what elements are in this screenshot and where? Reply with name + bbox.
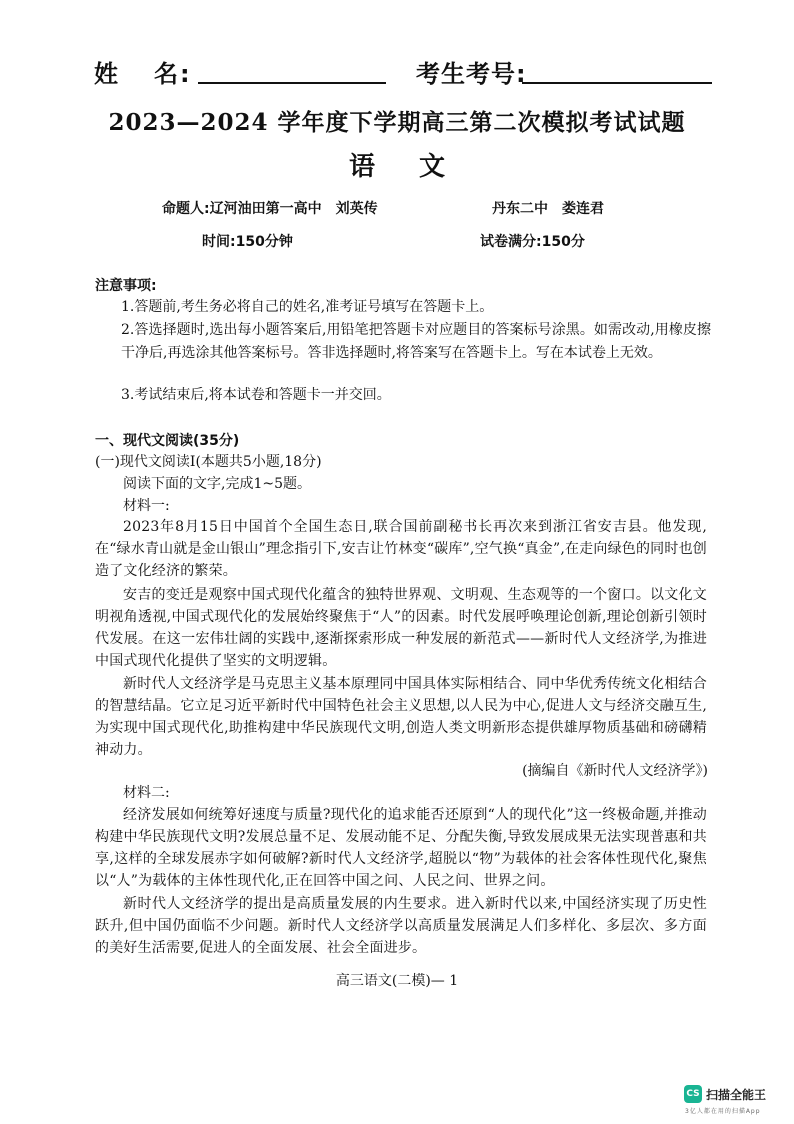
watermark-brand: 扫描全能王 xyxy=(706,1087,767,1102)
watermark-tagline: 3亿人都在用的扫描App xyxy=(685,1108,761,1115)
material-1-paragraph-1: 2023年8月15日中国首个全国生态日,联合国前副秘书长再次来到浙江省安吉县。他发现,在“绿水青山就是金山银山”理念指引下,安吉让竹林变“碳库”,空气换“真金”,在走向绿色的同时也创造了文化经济的繁荣。 xyxy=(95,519,707,579)
time-limit: 时间:150分钟 xyxy=(202,234,293,250)
material-1-paragraph-3: 新时代人文经济学是马克思主义基本原理同中国具体实际相结合、同中华优秀传统文化相结合的智慧结晶。它立足习近平新时代中国特色社会主义思想,以人民为中心,促进人文与经济交融互生,为实现中国式现代化,助推构建中华民族现代文明,创造人类文明新形态提供雄厚物质基础和磅礴精神动力。 xyxy=(95,676,707,758)
author-2: 丹东二中 娄连君 xyxy=(492,201,604,217)
subject-title: 语 文 xyxy=(348,152,446,182)
exam-id-label: 考生考号: xyxy=(416,60,527,88)
subsection-heading: (一)现代文阅读Ⅰ(本题共5小题,18分) xyxy=(95,454,322,470)
camscanner-icon: CS xyxy=(684,1085,702,1103)
note-item-2: 2.答选择题时,选出每小题答案后,用铅笔把答题卡对应题目的答案标号涂黑。如需改动,用橡皮擦干净后,再选涂其他答案标号。答非选择题时,将答案写在答题卡上。写在本试卷上无效。 xyxy=(121,322,711,361)
material-2-paragraph-2: 新时代人文经济学的提出是高质量发展的内生要求。进入新时代以来,中国经济实现了历史性跃升,但中国仍面临不少问题。新时代人文经济学以高质量发展满足人们多样化、多层次、多方面的美好生活需要,促进人的全面发展、社会全面进步。 xyxy=(95,896,707,956)
material-1-source: (摘编自《新时代人文经济学》) xyxy=(522,763,708,779)
material-2-paragraph-1: 经济发展如何统筹好速度与质量?现代化的追求能否还原到“人的现代化”这一终极命题,并推动构建中华民族现代文明?发展总量不足、发展动能不足、分配失衡,导致发展成果无法实现普惠和共享,这样的全球发展赤字如何破解?新时代人文经济学,超脱以“物”为载体的社会客体性现代化,聚焦以“人”为载体的主体性现代化,正在回答中国之问、人民之问、世界之问。 xyxy=(95,807,707,889)
material-1-paragraph-2: 安吉的变迁是观察中国式现代化蕴含的独特世界观、文明观、生态观等的一个窗口。以文化文明视角透视,中国式现代化的发展始终聚焦于“人”的因素。时代发展呼唤理论创新,理论创新引领时代发展。在这一宏伟壮阔的实践中,逐渐探索形成一种发展的新范式——新时代人文经济学,为推进中国式现代化提供了坚实的文明逻辑。 xyxy=(95,587,707,669)
scanner-watermark xyxy=(684,1085,766,1103)
name-label: 姓 名: xyxy=(94,60,192,88)
material-2-label: 材料二: xyxy=(123,785,170,801)
reading-instruction: 阅读下面的文字,完成1~5题。 xyxy=(123,476,311,492)
full-score: 试卷满分:150分 xyxy=(480,234,585,250)
note-item-1: 1.答题前,考生务必将自己的姓名,准考证号填写在答题卡上。 xyxy=(121,299,494,315)
name-blank-field[interactable] xyxy=(198,82,386,84)
exam-title: 2023—2024 学年度下学期高三第二次模拟考试试题 xyxy=(108,109,686,136)
material-1-label: 材料一: xyxy=(123,498,170,514)
notes-heading: 注意事项: xyxy=(95,278,157,294)
section-heading: 一、现代文阅读(35分) xyxy=(95,433,240,449)
author-1: 命题人:辽河油田第一高中 刘英传 xyxy=(162,201,378,217)
exam-id-blank-field[interactable] xyxy=(522,82,712,84)
page-footer: 高三语文(二模)— 1 xyxy=(335,973,459,989)
note-item-3: 3.考试结束后,将本试卷和答题卡一并交回。 xyxy=(121,387,391,403)
